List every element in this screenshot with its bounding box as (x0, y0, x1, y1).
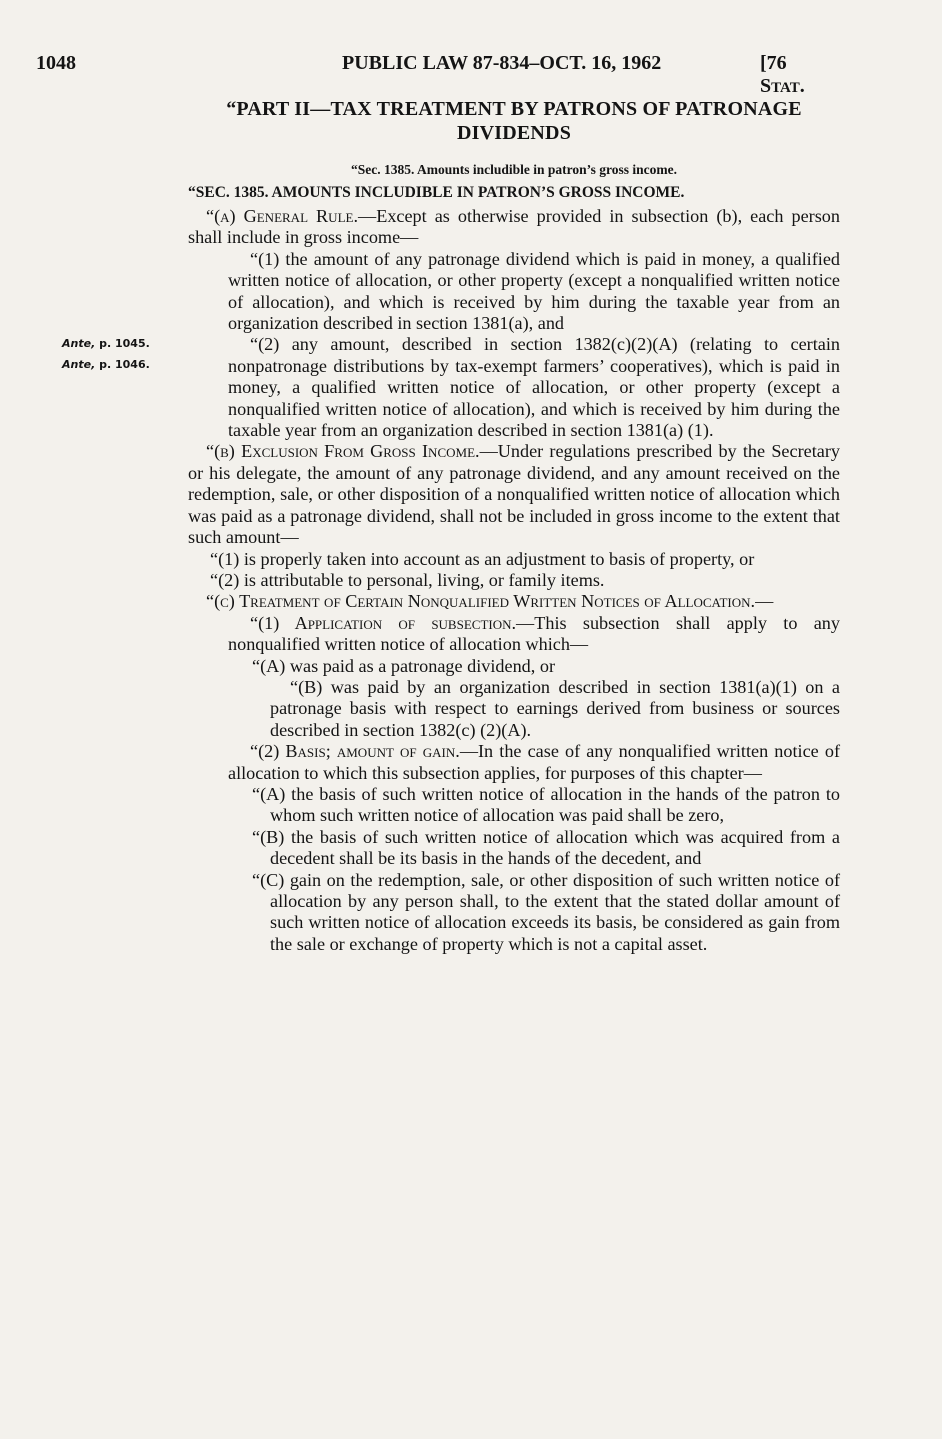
paragraph-c1: “(1) Application of subsection.—This subsection shall apply to any nonqualified written notice of allocation which— (228, 612, 840, 655)
statute-citation: [76 STAT. (760, 52, 805, 97)
paragraph-c2C: “(C) gain on the redemption, sale, or other disposition of such written notice of allocation by any person shall, to the extent that the stated dollar amount of such written notice of allocation exceeds its basis, be considered as gain from the sale or exchange of property which is not a capital asset. (252, 869, 840, 954)
running-header (36, 52, 836, 97)
section-heading: “SEC. 1385. AMOUNTS INCLUDIBLE IN PATRON’S GROSS INCOME. (188, 184, 685, 201)
part-title: “PART II—TAX TREATMENT BY PATRONS OF PATRONAGE DIVIDENDS (226, 98, 802, 144)
page-number: 1048 (36, 52, 76, 74)
paragraph-b2: “(2) is attributable to personal, living, or family items. (210, 569, 605, 590)
paragraph-c1B: “(B) was paid by an organization described in section 1381(a)(1) on a patronage basis with respect to earnings derived from business or sources described in section 1382(c) (2)(A). (270, 676, 840, 740)
paragraph-c2B: “(B) the basis of such written notice of allocation which was acquired from a decedent shall be its basis in the hands of the decedent, and (252, 826, 840, 869)
subsection-b: “(b) Exclusion From Gross Income.—Under regulations prescribed by the Secretary or his delegate, the amount of any patronage dividend, and any amount received on the redemption, sale, or other disposition of a nonqualified written notice of allocation which was paid as a patronage dividend, shall not be included in gross income to the extent that such amount— (188, 441, 840, 548)
paragraph-b1: “(1) is properly taken into account as an adjustment to basis of property, or (210, 548, 755, 569)
paragraph-a2: “(2) any amount, described in section 1382(c)(2)(A) (relating to certain nonpatronage distributions by tax-exempt farmers’ cooperatives), which is paid in money, a qualified written notice of allocation, or other property (except a nonqualified written notice of allocation), and which is received by him during the taxable year from an organization described in section 1381(a) (1). (228, 334, 840, 441)
margin-note: Ante, p. 1045. (62, 337, 150, 350)
running-title: PUBLIC LAW 87-834–OCT. 16, 1962 (342, 52, 662, 74)
subsection-a: “(a) General Rule.—Except as otherwise provided in subsection (b), each person shall include in gross income— (188, 206, 840, 248)
section-body (188, 206, 840, 955)
subsection-c: “(c) Treatment of Certain Nonqualified Written Notices of Allocation.— (206, 591, 774, 612)
paragraph-c1A: “(A) was paid as a patronage dividend, or (252, 655, 556, 676)
margin-note: Ante, p. 1046. (62, 358, 150, 371)
section-catchline: “Sec. 1385. Amounts includible in patron’s gross income. (350, 162, 678, 177)
paragraph-a1: “(1) the amount of any patronage dividend which is paid in money, a qualified written notice of allocation, or other property (except a nonqualified written notice of allocation), and which is received by him during the taxable year from an organization described in section 1381(a), and (228, 248, 840, 334)
paragraph-c2A: “(A) the basis of such written notice of allocation in the hands of the patron to whom such written notice of allocation was paid shall be zero, (252, 783, 840, 826)
paragraph-c2: “(2) Basis; amount of gain.—In the case of any nonqualified written notice of allocation to which this subsection applies, for purposes of this chapter— (228, 741, 840, 783)
